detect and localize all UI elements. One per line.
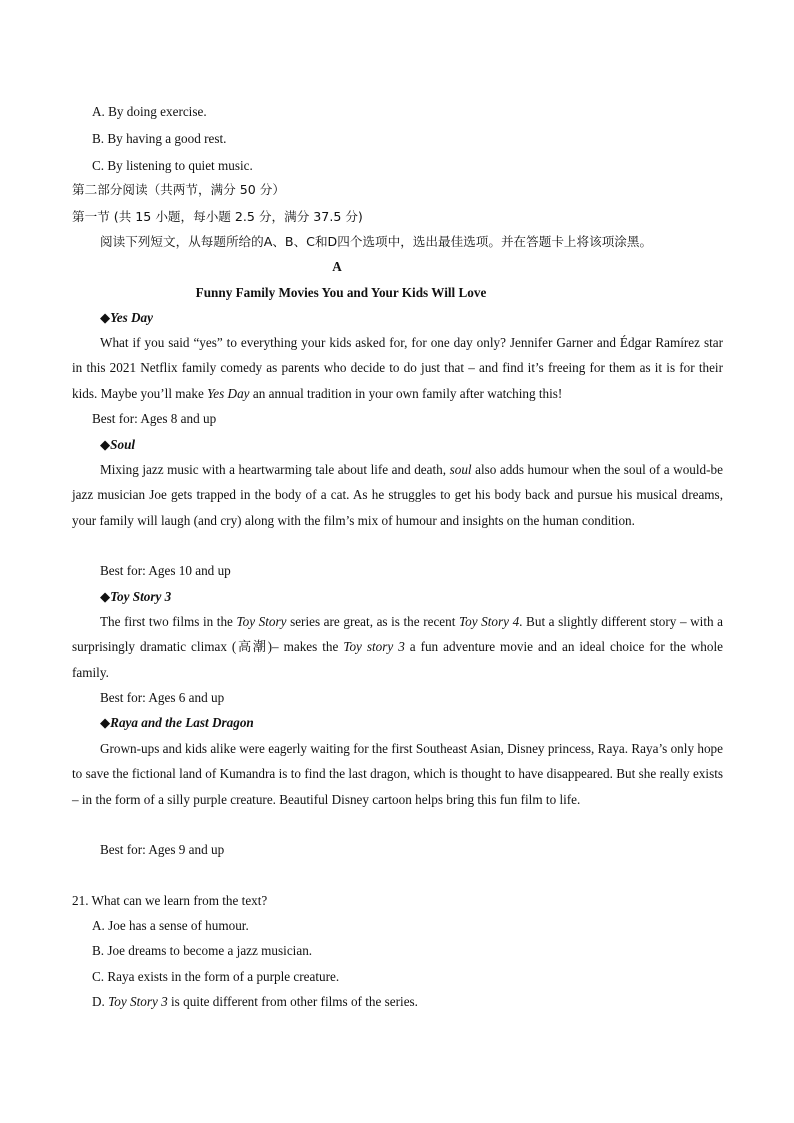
movie-description: Grown-ups and kids alike were eagerly waiting for the first Southeast Asian, Disney princess, Raya. Raya’s only hope to save the fictional land of Kumandra is to find the last dragon, which is thought to have disappeared. But she really exists – in the form of a silly purple creature. Beautiful Disney cartoon helps bring this fun film to life. (72, 741, 723, 807)
diamond-bullet-icon: ◆ (100, 310, 111, 325)
question-option-b: B. Joe dreams to become a jazz musician. (92, 943, 313, 958)
question-stem: 21. What can we learn from the text? (72, 893, 268, 908)
prev-option-c: C. By listening to quiet music. (92, 158, 253, 173)
movie-title: Yes Day (110, 310, 154, 325)
prev-option-b: B. By having a good rest. (92, 131, 227, 146)
best-for: Best for: Ages 10 and up (100, 563, 231, 578)
prev-option-a: A. By doing exercise. (92, 104, 207, 119)
movie-description: Mixing jazz music with a heartwarming tale about life and death, soul also adds humour when the soul of a would-be jazz musician Joe gets trapped in the body of a cat. As he struggles to get his body back and pursue his musical dreams, your family will laugh (and cry) along with the film’s mix of humour and insights on the human condition. (72, 462, 723, 528)
diamond-bullet-icon: ◆ (100, 589, 111, 604)
diamond-bullet-icon: ◆ (100, 715, 111, 730)
subsection-title: 第一节 (共 15 小题，每小题 2.5 分，满分 37.5 分) (72, 209, 363, 224)
section-title: 第二部分阅读（共两节，满分 50 分） (72, 182, 285, 197)
best-for: Best for: Ages 9 and up (100, 842, 225, 857)
movie-heading (100, 309, 153, 327)
best-for: Best for: Ages 6 and up (100, 690, 225, 705)
question-option-a: A. Joe has a sense of humour. (92, 918, 249, 933)
best-for: Best for: Ages 8 and up (92, 411, 217, 426)
movie-heading (100, 436, 135, 454)
movie-heading (100, 714, 254, 732)
movie-title: Soul (110, 437, 136, 452)
question-option-d: D. Toy Story 3 is quite different from other films of the series. (92, 994, 418, 1009)
movie-heading (100, 588, 171, 606)
question-option-c: C. Raya exists in the form of a purple creature. (92, 969, 340, 984)
movie-description: The first two films in the Toy Story series are great, as is the recent Toy Story 4. But a slightly different story – with a surprisingly dramatic climax (高潮)– makes the Toy story 3 a fun adventure movie and an ideal choice for the whole family. (72, 614, 724, 680)
passage-title: Funny Family Movies You and Your Kids Will Love (195, 285, 487, 300)
instruction: 阅读下列短文，从每题所给的A、B、C和D四个选项中，选出最佳选项。并在答题卡上将该项涂黑。 (100, 234, 653, 249)
movie-title: Raya and the Last Dragon (110, 715, 254, 730)
passage-letter: A (332, 259, 342, 274)
diamond-bullet-icon: ◆ (100, 437, 111, 452)
movie-description: What if you said “yes” to everything your kids asked for, for one day only? Jennifer Garner and Édgar Ramírez star in this 2021 Netflix family comedy as parents who decide to do just that – and find it’s freeing for them as it is for their kids. Maybe you’ll make Yes Day an annual tradition in your own family after watching this! (72, 335, 723, 401)
movie-title: Toy Story 3 (110, 589, 172, 604)
